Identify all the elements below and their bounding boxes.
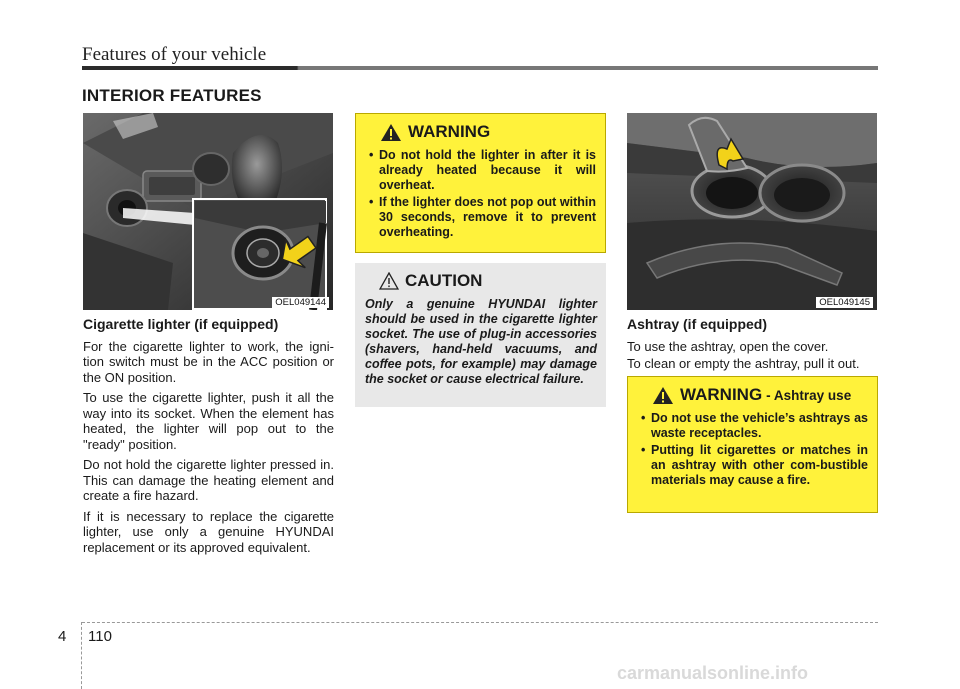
footer-divider	[81, 622, 82, 689]
warning-header	[652, 385, 868, 405]
ashtray-paragraph: To clean or empty the ashtray, pull it out.	[627, 356, 860, 371]
ashtray-photo	[627, 113, 877, 310]
photo-code-label: OEL049144	[272, 297, 329, 308]
warning-item: • Do not use the vehicle’s ashtrays as waste receptacles.	[638, 411, 868, 441]
lighter-paragraph: For the cigarette lighter to work, the igni-tion switch must be in the ACC position or the ON position.	[83, 338, 334, 385]
warning-item: • Do not hold the lighter in after it is already heated because it will overheat.	[366, 148, 596, 193]
ashtray-section	[627, 317, 879, 377]
ashtray-paragraph: To use the ashtray, open the cover.	[627, 338, 829, 354]
page-header-title: Features of your vehicle	[82, 44, 267, 65]
caution-triangle-icon	[379, 272, 399, 290]
section-title: INTERIOR FEATURES	[82, 86, 262, 105]
warning-box-ashtray	[627, 376, 878, 513]
page-number: 110	[88, 628, 112, 645]
warning-subtitle: - Ashtray use	[766, 387, 852, 403]
warning-list	[366, 148, 596, 240]
lighter-section	[83, 317, 334, 560]
lighter-paragraph: If it is necessary to replace the cigarette lighter, use only a genuine HYUNDAI replacement or its approved equivalent.	[83, 508, 334, 555]
warning-item: • If the lighter does not pop out within 30 seconds, remove it to prevent overheating.	[366, 195, 596, 240]
ashtray-illustration	[627, 113, 877, 310]
photo-code-label: OEL049145	[816, 297, 873, 308]
lighter-heading: Cigarette lighter (if equipped)	[83, 316, 279, 332]
caution-text: Only a genuine HYUNDAI lighter should be used in the cigarette lighter socket. The use of plug-in accessories (shavers, hand-held vacuums, and coffee pots, for example) may damage the socket or cause electrical failure.	[365, 297, 597, 386]
warning-triangle-icon	[652, 386, 674, 405]
chapter-number: 4	[58, 628, 67, 645]
lighter-paragraph: To use the cigarette lighter, push it all the way into its socket. When the element has heated, the lighter will pop out to the "ready" position.	[83, 390, 334, 452]
caution-title: CAUTION	[405, 271, 483, 290]
header-rule	[82, 66, 878, 70]
caution-header	[379, 271, 597, 291]
warning-list	[638, 411, 868, 488]
warning-item: • Putting lit cigarettes or matches in an ashtray with other com-bustible materials may cause a fire.	[638, 443, 868, 488]
footer-rule	[82, 622, 878, 623]
lighter-paragraph: Do not hold the cigarette lighter pressed in. This can damage the heating element and create a fire hazard.	[83, 457, 334, 503]
warning-title: WARNING	[680, 385, 763, 404]
watermark: carmanualsonline.info	[617, 663, 809, 683]
ashtray-heading: Ashtray (if equipped)	[627, 316, 768, 332]
warning-box-lighter	[355, 113, 606, 253]
warning-triangle-icon	[380, 123, 402, 142]
caution-box	[355, 263, 606, 407]
cigarette-lighter-illustration	[83, 113, 333, 310]
warning-title: WARNING	[408, 122, 491, 141]
warning-header	[380, 122, 596, 142]
cigarette-lighter-photo	[83, 113, 333, 310]
